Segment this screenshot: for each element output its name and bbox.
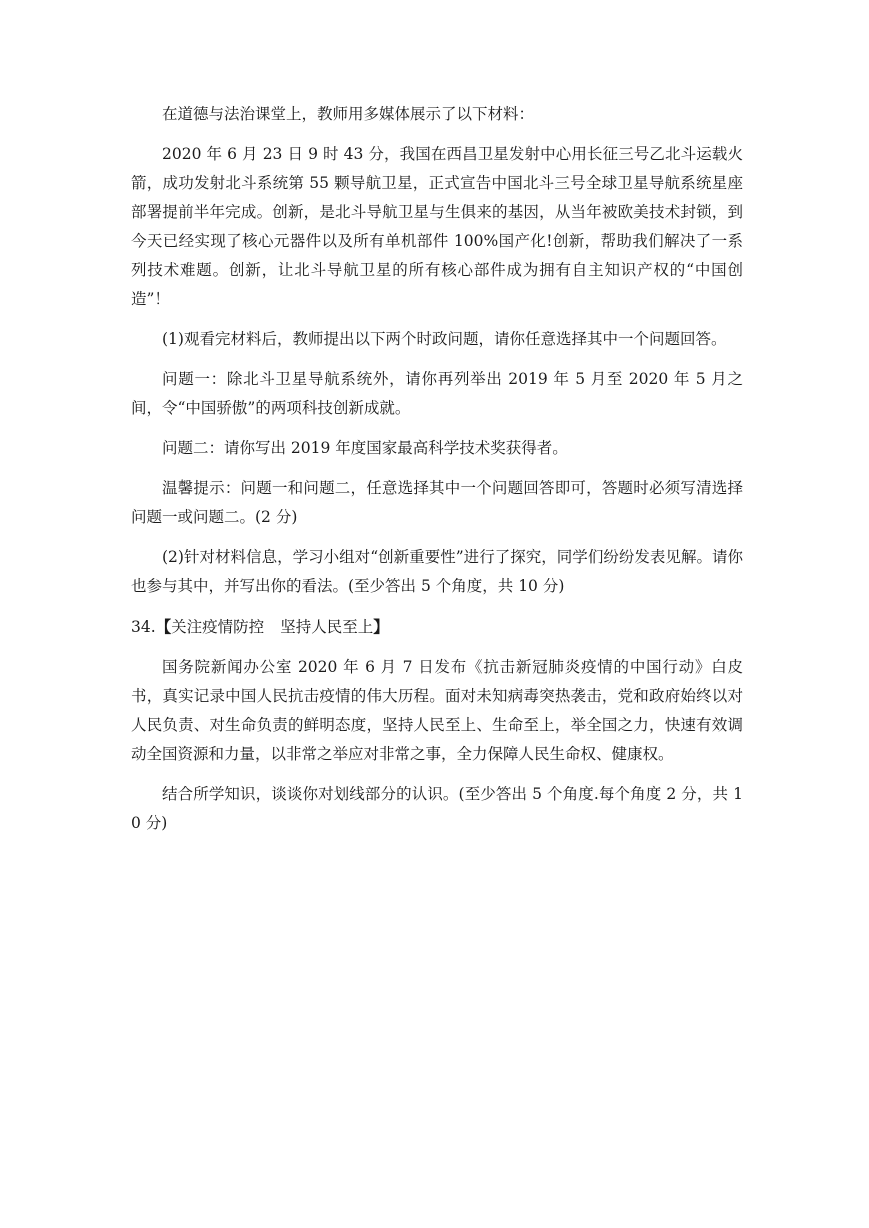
section-34-title-part2: 坚持人民至上 bbox=[280, 618, 374, 636]
section-34-number: 34. bbox=[131, 618, 156, 636]
intro-text: 在道德与法治课堂上，教师用多媒体展示了以下材料： bbox=[162, 105, 535, 123]
bracket-open: 【 bbox=[155, 617, 172, 636]
bracket-close: 】 bbox=[373, 617, 389, 636]
section-34-material: 国务院新闻办公室 2020 年 6 月 7 日发布《抗击新冠肺炎疫情的中国行动》白皮书，真实记录中国人民抗击疫情的伟大历程。面对未知病毒突热袭击，党和政府始终以对人民负责、对生命负责的鲜明态度，坚持人民至上、生命至上，举全国之力，快速有效调动全国资源和力量，以非常之举应对非常之事，全力保障人民生命权、健康权。 bbox=[131, 658, 743, 763]
tip-text: 温馨提示：问题一和问题二，任意选择其中一个问题回答即可，答题时必须写清选择问题一或问题二。(2 分) bbox=[131, 479, 743, 526]
question-2-prompt: (2)针对材料信息，学习小组对“创新重要性”进行了探究，同学们纷纷发表见解。请你也参与其中，并写出你的看法。(至少答出 5 个角度，共 10 分) bbox=[131, 548, 743, 595]
document-page bbox=[131, 100, 743, 849]
section-34-heading bbox=[131, 612, 743, 642]
question-1-prompt: (1)观看完材料后，教师提出以下两个时政问题，请你任意选择其中一个问题回答。 bbox=[162, 330, 727, 348]
section-34-prompt: 结合所学知识，谈谈你对划线部分的认识。(至少答出 5 个角度.每个角度 2 分，共 10 分) bbox=[131, 785, 743, 832]
question-one-text: 问题一：除北斗卫星导航系统外，请你再列举出 2019 年 5 月至 2020 年 5 月之间，令“中国骄傲”的两项科技创新成就。 bbox=[131, 370, 743, 417]
question-two-text: 问题二：请你写出 2019 年度国家最高科学技术奖获得者。 bbox=[162, 439, 568, 457]
section-34-title-part1: 关注疫情防控 bbox=[171, 618, 265, 636]
material-paragraph: 2020 年 6 月 23 日 9 时 43 分，我国在西昌卫星发射中心用长征三号乙北斗运载火箭，成功发射北斗系统第 55 颗导航卫星，正式宣告中国北斗三号全球卫星导航系统星座部署提前半年完成。创新，是北斗导航卫星与生俱来的基因，从当年被欧美技术封锁，到今天已经实现了核心元器件以及所有单机部件 100%国产化!创新，帮助我们解决了一系列技术难题。创新，让北斗导航卫星的所有核心部件成为拥有自主知识产权的“中国创造”！ bbox=[131, 145, 743, 308]
